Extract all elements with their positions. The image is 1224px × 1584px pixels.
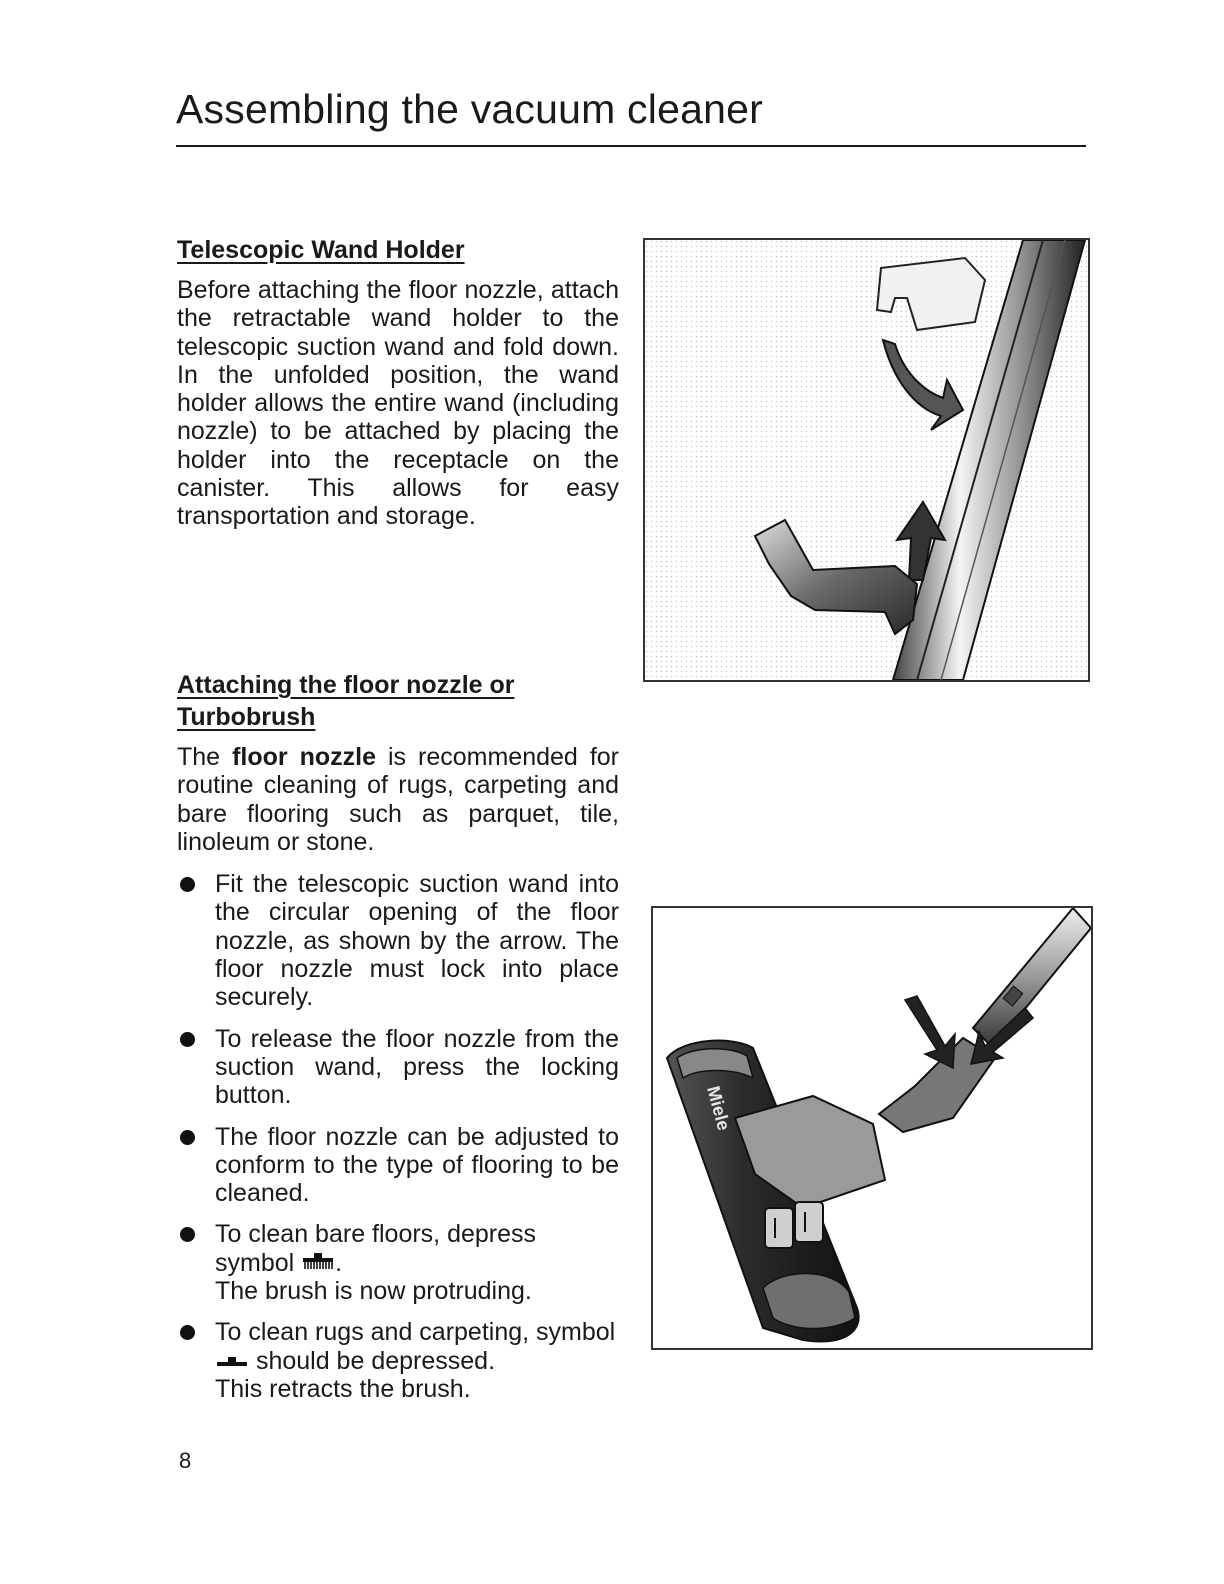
wand-holder-body: Before attaching the floor nozzle, attach the retractable wand holder to the telescopic suction wand and fold down. In the unfolded position, the wand holder allows the entire wand (including nozzle) to be attached by placing the holder into the receptacle on the canister. This allows for easy transportation and storage. (177, 276, 619, 531)
floor-nozzle-illustration (651, 906, 1093, 1350)
bullet-dot-icon (180, 1130, 195, 1145)
list-item-text: The floor nozzle can be adjusted to conform to the type of flooring to be cleaned. (215, 1122, 619, 1208)
section-floor-nozzle (177, 669, 619, 1416)
list-item-text-after: . (335, 1248, 343, 1277)
wand-holder-drawing (645, 240, 1088, 680)
list-item-text: Fit the telescopic suction wand into the circular opening of the floor nozzle, as shown by the arrow. The floor nozzle must lock into place securely. (215, 870, 619, 1012)
wand-holder-illustration (643, 238, 1090, 682)
list-item-text (215, 1318, 619, 1403)
list-item (177, 1220, 619, 1305)
section-wand-holder (177, 234, 619, 531)
list-item (177, 1318, 619, 1403)
page-number: 8 (179, 1448, 192, 1473)
bare-floor-symbol-icon (301, 1249, 335, 1277)
instruction-list (177, 870, 619, 1403)
list-item (177, 870, 619, 1011)
bullet-dot-icon (180, 877, 195, 892)
list-item-text-after: should be depressed. (249, 1346, 496, 1375)
intro-bold-term: floor nozzle (232, 743, 376, 771)
bullet-dot-icon (180, 1032, 195, 1047)
wand-holder-heading: Telescopic Wand Holder (177, 236, 465, 264)
page-title: Assembling the vacuum cleaner (176, 86, 763, 132)
list-item (177, 1025, 619, 1110)
list-item-text: To release the floor nozzle from the suction wand, press the locking button. (215, 1024, 619, 1110)
list-item-text (215, 1220, 619, 1305)
nozzle-brand-label: Miele (703, 1083, 735, 1133)
floor-nozzle-intro (177, 743, 619, 856)
list-item-line2: This retracts the brush. (215, 1374, 471, 1403)
intro-prefix: The (177, 743, 233, 771)
carpet-symbol-icon (215, 1347, 249, 1375)
floor-nozzle-drawing (653, 908, 1091, 1348)
bullet-dot-icon (180, 1227, 195, 1242)
list-item (177, 1123, 619, 1208)
intro-suffix: is recommended for routine cleaning of rugs, carpeting and bare flooring such as parquet, tile, linoleum or stone. (177, 743, 619, 856)
list-item-text-before: To clean bare floors, depress symbol (215, 1220, 537, 1277)
title-divider (176, 145, 1086, 147)
bullet-dot-icon (180, 1325, 195, 1340)
floor-nozzle-heading: Attaching the floor nozzle or Turbobrush (177, 671, 515, 731)
list-item-text-before: To clean rugs and carpeting, symbol (215, 1318, 616, 1347)
list-item-line2: The brush is now protruding. (215, 1277, 532, 1306)
